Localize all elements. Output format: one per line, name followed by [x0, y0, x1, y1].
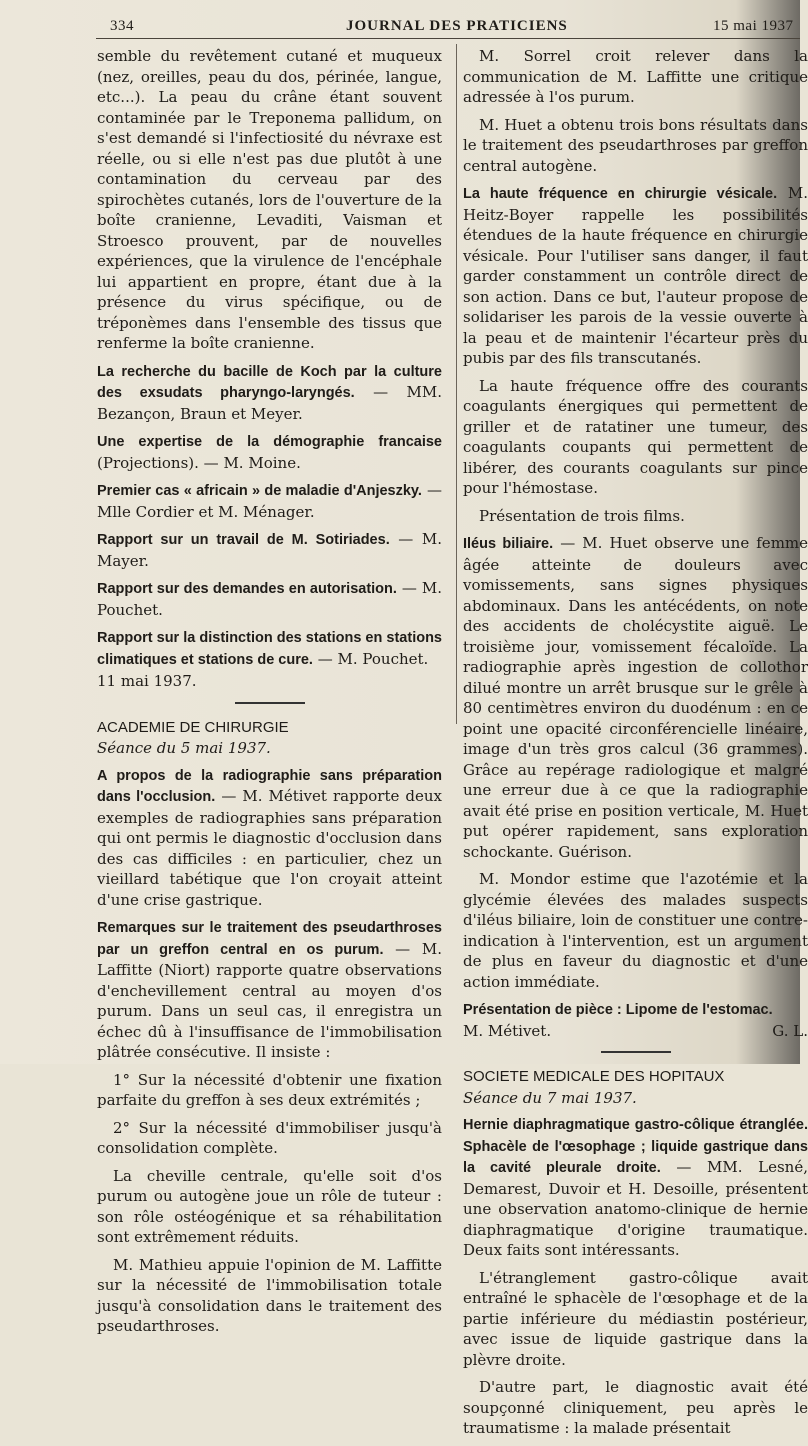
item-text: M. Heitz-Boyer rappelle les possibilités étendues de la haute fréquence en chirurgie vésicale. Pour l'utiliser sans danger, il faut garder constamment un contrôle direct de son action. Dans ce but, l'auteur propose de solidariser les parois de la vessie ouverte à la peau et de maintenir l'écarteur près du pubis par des fils transcutanés.: [463, 184, 808, 367]
item-authors: — M. Pouchet.: [312, 649, 429, 668]
item-title: La recherche du bacille de Koch par la culture des exsudats pharyngo-laryngés.: [97, 363, 442, 401]
item-title: Une expertise de la démographie francaise: [97, 434, 442, 450]
paragraph: M. Sorrel croit relever dans la communication de M. Laffitte une critique adressée à l'os purum.: [463, 47, 808, 106]
item-title: Rapport sur des demandes en autorisation.: [97, 581, 397, 597]
abstract-item: [97, 361, 442, 425]
paragraph: Présentation de trois films.: [479, 506, 685, 525]
initials: G. L.: [772, 1021, 808, 1040]
section-title: SOCIETE MEDICALE DES HOPITAUX: [463, 1068, 725, 1085]
item-authors: — M. Pouchet.: [97, 579, 443, 619]
item-text: — M. Laffitte (Niort) rapporte quatre observations d'enchevillement central au moyen d'os purum. Dans un seul cas, il enregistra un échec dû à l'insuffisance de l'immobilisation plâtrée consécutive. Il insiste :: [97, 939, 442, 1061]
column-divider: [456, 44, 457, 724]
abstract-item: [97, 627, 442, 670]
item-title: Remarques sur le traitement des pseudarthroses par un greffon central en os purum.: [97, 920, 442, 958]
paragraph: M. Mathieu appuie l'opinion de M. Laffitte sur la nécessité de l'immobilisation totale jusqu'à consolidation dans le traitement des pseudarthroses.: [97, 1255, 442, 1335]
item-title: La haute fréquence en chirurgie vésicale.: [463, 186, 778, 202]
abstract-item: [97, 431, 442, 473]
list-item: 2° Sur la nécessité d'immobiliser jusqu'à consolidation complète.: [97, 1118, 442, 1157]
item-title: A propos de la radiographie sans préparation dans l'occlusion.: [97, 767, 442, 805]
item-authors: — MM. Bezançon, Braun et Meyer.: [97, 383, 442, 423]
item-date: 11 mai 1937.: [97, 672, 197, 690]
list-item: 1° Sur la nécessité d'obtenir une fixation parfaite du greffon à ses deux extrémités ;: [97, 1070, 442, 1109]
item-title: Rapport sur la distinction des stations en stations climatiques et stations de cure.: [97, 630, 442, 668]
header-rule: [96, 38, 800, 39]
item-authors: — Mlle Cordier et M. Ménager.: [97, 481, 442, 521]
abstract-item: [97, 529, 442, 571]
journal-title: JOURNAL DES PRATICIENS: [346, 18, 568, 34]
item-title: Rapport sur un travail de M. Sotiriades.: [97, 532, 390, 548]
paragraph: semble du revêtement cutané et muqueux (nez, oreilles, peau du dos, périnée, langue, etc...). La peau du crâne étant souvent contaminée par le Treponema pallidum, on s'est demandé si l'infectiosité du névraxe est réelle, ou si elle n'est pas due plutôt à une contamination du cerveau par des spirochètes cutanés, lors de l'ouverture de la boîte cranienne, Levaditi, Vaisman et Stroesco prouvent, par de nouvelles expériences, que la virulence de l'encéphale lui appartient en propre, étant due à la présence du virus spécifique, ou de tréponèmes dans l'ensemble des tissus que renferme la boîte cranienne.: [97, 47, 442, 352]
abstract-item: [97, 578, 442, 620]
abstract-item: [97, 917, 442, 1063]
item-authors: M. Métivet.: [463, 1021, 552, 1040]
paragraph: M. Huet a obtenu trois bons résultats dans le traitement des pseudarthroses par greffon central autogène.: [463, 115, 808, 175]
section-separator: [235, 702, 305, 704]
item-authors: — M. Mayer.: [97, 530, 442, 570]
left-column: [97, 46, 442, 1344]
section-separator: [601, 1051, 671, 1053]
signature-line: [463, 1021, 808, 1042]
running-header: [96, 12, 800, 38]
right-column: [463, 46, 808, 1446]
abstract-item: [97, 480, 442, 522]
item-text: — MM. Lesné, Demarest, Duvoir et H. Desoille, présentent une observation anatomo-clinique de hernie diaphragmatique d'origine traumatique. Deux faits sont intéressants.: [463, 1158, 808, 1259]
item-title: Présentation de pièce : Lipome de l'estomac.: [463, 1002, 773, 1018]
issue-date: 15 mai 1937: [713, 18, 794, 34]
item-authors: (Projections). — M. Moine.: [97, 453, 301, 472]
abstract-item: [463, 533, 808, 862]
item-title: Iléus biliaire.: [463, 536, 554, 552]
item-text: — M. Huet observe une femme âgée atteinte de douleurs avec vomissements, sans signes physiques abdominaux. Dans les antécédents, on note des accidents de cholécystite aiguë. Le troisième jour, vomissement fécaloïde. La radiographie après ingestion de collothor dilué montre un arrêt brusque sur le grêle à 80 centimètres environ du duodénum : en ce point une opacité circonférencielle linéaire, image d'un très gros calcul (36 grammes). Grâce au repérage radiologique et malgré une erreur due à ce que la radiographie avait été prise en position verticale, M. Huet put opérer rapidement, sans exploration schockante. Guérison.: [463, 534, 808, 861]
item-text: — M. Métivet rapporte deux exemples de radiographies sans préparation qui ont permis le diagnostic d'occlusion dans des cas difficiles : en particulier, chez un vieillard tabétique que l'on croyait atteint d'une crise gastrique.: [97, 787, 442, 909]
paragraph: L'étranglement gastro-côlique avait entraîné le sphacèle de l'œsophage et de la partie inférieure du médiastin postérieur, avec issue de liquide gastrique dans la plèvre droite.: [463, 1268, 808, 1369]
session-date: Séance du 7 mai 1937.: [463, 1088, 637, 1107]
item-title: Premier cas « africain » de maladie d'Anjeszky.: [97, 483, 422, 499]
abstract-item: [463, 183, 808, 369]
paragraph: D'autre part, le diagnostic avait été soupçonné cliniquement, peu après le traumatisme : la malade présentait: [463, 1378, 808, 1437]
item-title: Hernie diaphragmatique gastro-côlique étranglée. Sphacèle de l'œsophage ; liquide gastrique dans la cavité pleurale droite.: [463, 1117, 808, 1176]
paragraph: La cheville centrale, qu'elle soit d'os purum ou autogène joue un rôle de tuteur : son rôle ostéogénique et sa réhabilitation sont extrêmement réduits.: [97, 1166, 442, 1246]
page-number: 334: [110, 18, 134, 34]
abstract-item: [463, 1114, 808, 1261]
abstract-item: [463, 999, 808, 1021]
section-title: ACADEMIE DE CHIRURGIE: [97, 718, 289, 736]
session-date: Séance du 5 mai 1937.: [97, 739, 271, 757]
paragraph: La haute fréquence offre des courants coagulants énergiques qui permettent de griller et de ratatiner une tumeur, des coagulants coupants qui permettent de libérer, des courants coagulants sur pince pour l'hémostase.: [463, 376, 808, 497]
abstract-item: [97, 765, 442, 911]
paragraph: M. Mondor estime que l'azotémie et la glycémie élevées des malades suspects d'iléus biliaire, loin de constituer une contre-indication à l'intervention, est un argument de plus en faveur du diagnostic et d'une action immédiate.: [463, 870, 808, 991]
